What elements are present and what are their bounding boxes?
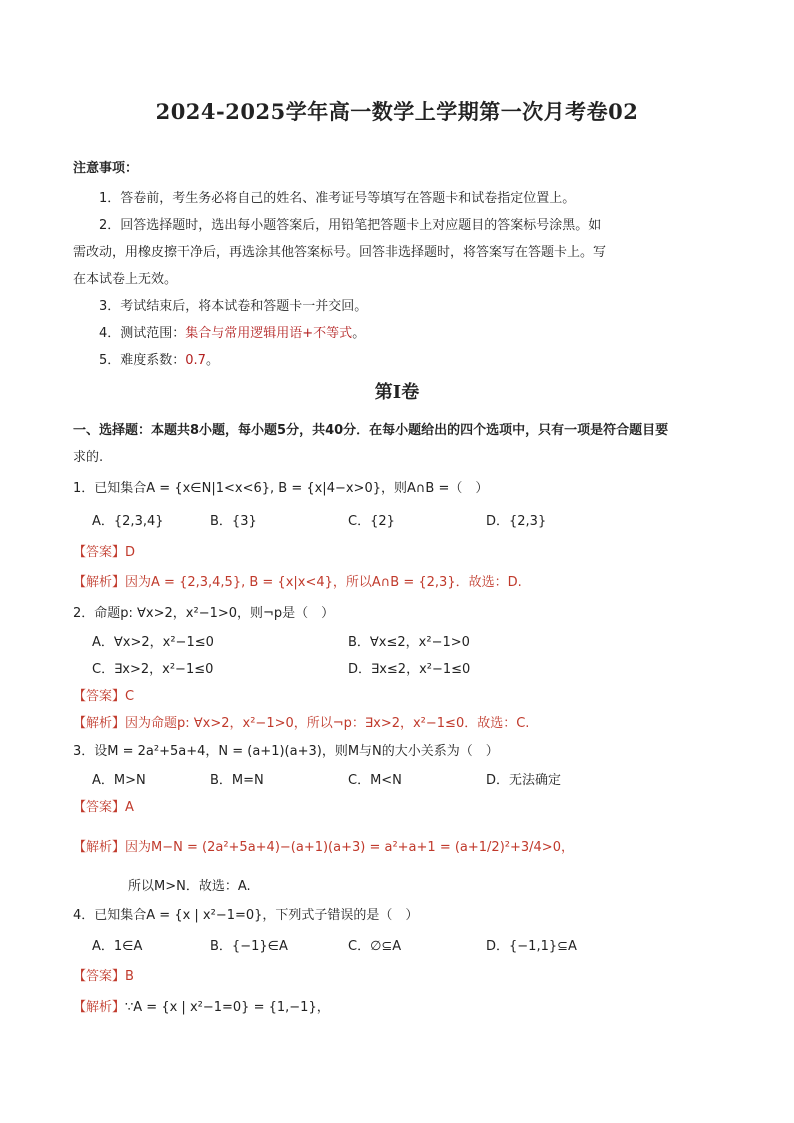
option: D．{−1,1}⊆A <box>486 939 577 954</box>
analysis-label: 【解析】 <box>73 840 126 855</box>
option: D．∃x≤2，x²−1≤0 <box>348 662 471 677</box>
answer-value: B <box>125 969 134 984</box>
notice-heading: 注意事项： <box>73 161 139 176</box>
notice-item: 需改动，用橡皮擦干净后，再选涂其他答案标号。回答非选择题时，将答案写在答题卡上。写 <box>73 245 607 260</box>
analysis-cont: 所以M>N．故选：A. <box>128 879 251 894</box>
question-stem: 2．命题p: ∀x>2，x²−1>0，则¬p是（ ） <box>73 606 335 621</box>
analysis-line <box>73 836 574 855</box>
answer-label: 【答案】 <box>73 969 126 984</box>
analysis-line <box>73 996 330 1015</box>
option: A．{2,3,4} <box>92 514 164 529</box>
analysis-text: 因为M−N = (2a²+5a+4)−(a+1)(a+3) = a²+a+1 = (a+1/2)²+3/4>0， <box>125 840 574 855</box>
option: A．M>N <box>92 773 146 788</box>
question-stem: 3．设M = 2a²+5a+4，N = (a+1)(a+3)，则M与N的大小关系为（ ） <box>73 744 499 759</box>
option: D．无法确定 <box>486 773 562 788</box>
scope-value: 集合与常用逻辑用语+不等式 <box>185 326 353 341</box>
answer-value: C <box>125 689 135 704</box>
analysis-line <box>73 712 529 731</box>
answer-label: 【答案】 <box>73 800 126 815</box>
analysis-text: ∵A = {x | x²−1=0} = {1,−1}， <box>125 1000 330 1015</box>
answer-value: D <box>125 545 136 560</box>
section-heading: 一、选择题：本题共8小题，每小题5分，共40分．在每小题给出的四个选项中，只有一项是符合题目要 <box>73 423 669 438</box>
scope-suffix: 。 <box>352 326 366 341</box>
analysis-line <box>73 571 522 590</box>
difficulty-value: 0.7 <box>185 353 206 368</box>
option: B．{−1}∈A <box>210 939 288 954</box>
notice-difficulty <box>99 349 219 368</box>
option: C．M<N <box>348 773 402 788</box>
volume-title: 第Ⅰ卷 <box>374 382 420 403</box>
option: C．{2} <box>348 514 395 529</box>
question-stem: 1．已知集合A = {x∈N|1<x<6}, B = {x|4−x>0}，则A∩B =（ ） <box>73 481 489 496</box>
answer-label: 【答案】 <box>73 689 126 704</box>
notice-item: 在本试卷上无效。 <box>73 272 178 287</box>
notice-item: 3．考试结束后，将本试卷和答题卡一并交回。 <box>99 299 368 314</box>
answer-value: A <box>125 800 134 815</box>
option: B．{3} <box>210 514 257 529</box>
option: A．1∈A <box>92 939 143 954</box>
notice-item: 1．答卷前，考生务必将自己的姓名、准考证号等填写在答题卡和试卷指定位置上。 <box>99 191 576 206</box>
answer-line <box>73 796 134 815</box>
question-stem: 4．已知集合A = {x | x²−1=0}，下列式子错误的是（ ） <box>73 908 419 923</box>
option: C．∅⊆A <box>348 939 402 954</box>
analysis-label: 【解析】 <box>73 716 126 731</box>
analysis-text: 因为命题p: ∀x>2，x²−1>0，所以¬p：∃x>2，x²−1≤0．故选：C. <box>125 716 530 731</box>
answer-line <box>73 685 134 704</box>
analysis-text: 因为A = {2,3,4,5}, B = {x|x<4}，所以A∩B = {2,3}．故选：D. <box>125 575 522 590</box>
scope-prefix: 4．测试范围： <box>99 326 186 341</box>
option: B．M=N <box>210 773 264 788</box>
analysis-label: 【解析】 <box>73 575 126 590</box>
option: C．∃x>2，x²−1≤0 <box>92 662 214 677</box>
difficulty-suffix: 。 <box>205 353 219 368</box>
difficulty-prefix: 5．难度系数： <box>99 353 186 368</box>
analysis-label: 【解析】 <box>73 1000 126 1015</box>
exam-title: 2024-2025学年高一数学上学期第一次月考卷02 <box>155 99 639 124</box>
notice-scope <box>99 322 365 341</box>
option: B．∀x≤2，x²−1>0 <box>348 635 470 650</box>
section-heading-cont: 求的. <box>73 450 104 465</box>
notice-item: 2．回答选择题时，选出每小题答案后，用铅笔把答题卡上对应题目的答案标号涂黑。如 <box>99 218 602 233</box>
answer-label: 【答案】 <box>73 545 126 560</box>
option: A．∀x>2，x²−1≤0 <box>92 635 214 650</box>
option: D．{2,3} <box>486 514 547 529</box>
answer-line <box>73 541 135 560</box>
answer-line <box>73 965 134 984</box>
